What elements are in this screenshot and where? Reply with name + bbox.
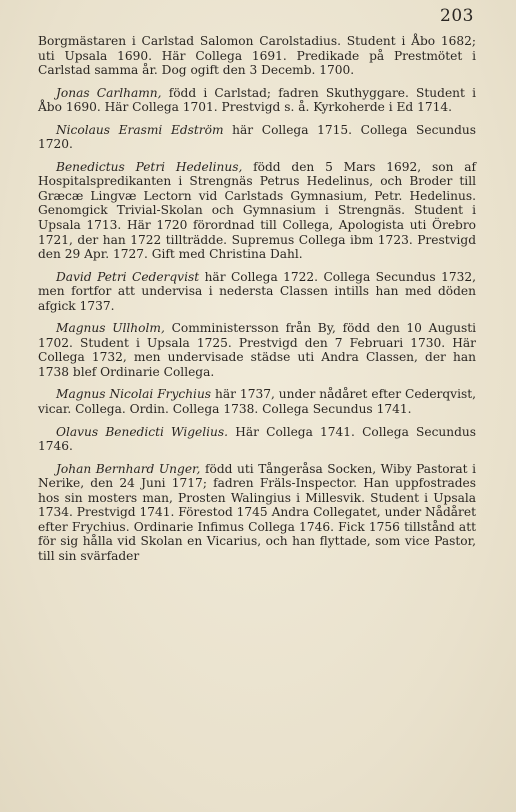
person-name: Nicolaus Erasmi Edström: [56, 122, 224, 137]
entry-edstrom: [38, 123, 476, 152]
entry-text: född uti Tångeråsa Socken, Wiby Pastorat i Nerike, den 24 Juni 1717; fadren Fräls-Inspector. Han uppfostrades hos sin mosters man, Prosten Walingius i Millesvik. Student i Upsala 1734. Prestvigd 1741. Förestod 1745 Andra Collegatet, under Nådåret efter Frychius. Ordinarie Infimus Collega 1746. Fick 1756 tillstånd att för sig hålla vid Skolan en Vicarius, och han flyttade, som vice Pastor, till sin svärfader: [38, 461, 477, 563]
entry-cederqvist: [38, 270, 476, 314]
entry-continuation: [38, 34, 476, 78]
entry-unger: [38, 462, 476, 564]
person-name: Jonas Carlhamn,: [56, 85, 162, 100]
entry-ullholm: [38, 321, 476, 379]
entry-text: född i Carlstad; fadren Skuthyggare. Student i Åbo 1690. Här Collega 1701. Prestvigd s. å. Kyrkoherde i Ed 1714.: [38, 85, 476, 115]
entry-frychius: [38, 387, 476, 416]
person-name: Magnus Ullholm,: [56, 321, 165, 336]
person-name: Magnus Nicolai Frychius: [56, 387, 212, 402]
entry-carlhamn: [38, 86, 476, 115]
entry-text: Borgmästaren i Carlstad Salomon Carolstadius. Student i Åbo 1682; uti Upsala 1690. Här Collega 1691. Predikade på Prestmötet i Carlstad samma år. Dog ogift den 3 Decemb. 1700.: [38, 34, 476, 78]
page-number: 203: [440, 6, 474, 26]
page-body: [38, 34, 476, 564]
entry-wigelius: [38, 425, 476, 454]
person-name: David Petri Cederqvist: [56, 269, 200, 284]
entry-text: här 1737, under nådåret efter Cederqvist, vicar. Collega. Ordin. Collega 1738. Collega Secundus 1741.: [38, 387, 476, 417]
entry-text: Här Collega 1741. Collega Secundus 1746.: [38, 424, 477, 454]
entry-text: Comministersson från By, född den 10 Augusti 1702. Student i Upsala 1725. Prestvigd den 7 Februari 1730. Här Collega 1732, men undervisade städse uti Andra Classen, der han 1738 blef Ordinarie Collega.: [38, 321, 476, 379]
person-name: Olavus Benedicti Wigelius.: [56, 424, 229, 439]
entry-text: född den 5 Mars 1692, son af Hospitalspredikanten i Strengnäs Petrus Hedelinus, och Broder till Græcæ Lingvæ Lectorn vid Carlstads Gymnasium, Petr. Hedelinus. Genomgick Trivial-Skolan och Gymnasium i Strengnäs. Student i Upsala 1713. Här 1720 förordnad till Collega, Apologista uti Örebro 1721, der han 1722 tillträdde. Supremus Collega ibm 1723. Prestvigd den 29 Apr. 1727. Gift med Christina Dahl.: [38, 159, 476, 262]
entry-text: här Collega 1722. Collega Secundus 1732, men fortfor att undervisa i nedersta Classen intills han med döden afgick 1737.: [38, 269, 477, 313]
entry-hedelinus: [38, 160, 476, 262]
person-name: Benedictus Petri Hedelinus,: [56, 159, 243, 174]
person-name: Johan Bernhard Unger,: [56, 461, 201, 476]
entry-text: här Collega 1715. Collega Secundus 1720.: [38, 122, 477, 152]
